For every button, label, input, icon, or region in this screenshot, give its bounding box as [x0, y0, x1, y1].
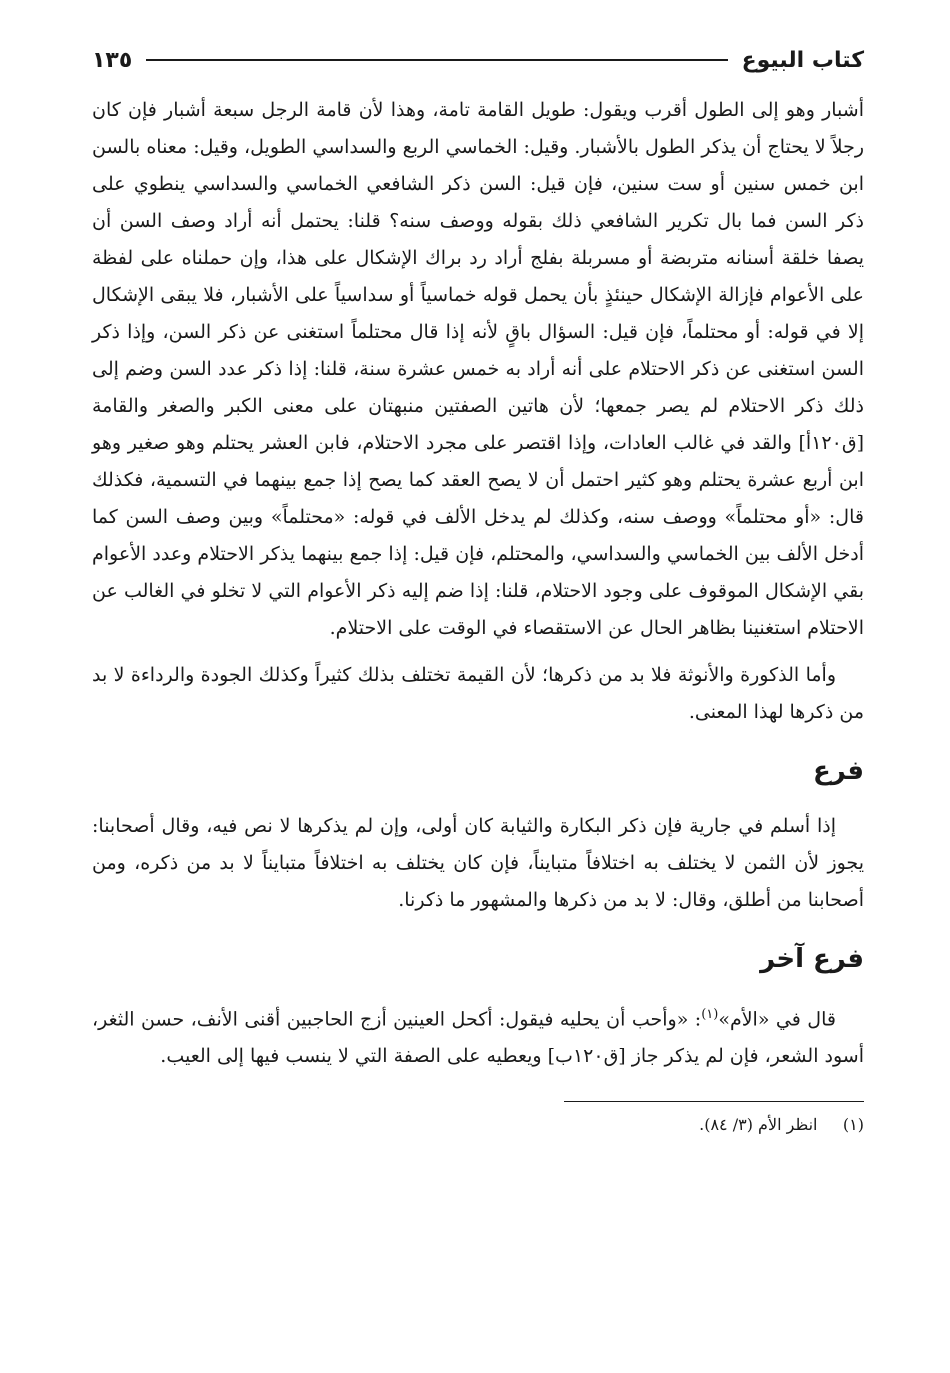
footnote-marker: (١)	[701, 1007, 719, 1022]
running-header	[92, 40, 864, 80]
paragraph-gender-quality: وأما الذكورة والأنوثة فلا بد من ذكرها؛ لأن القيمة تختلف بذلك كثيراً وكذلك الجودة والرداءة لا بد من ذكرها لهذا المعنى.	[92, 664, 864, 723]
footnote-text: انظر الأم (٣/ ٨٤).	[699, 1115, 818, 1135]
main-text	[92, 92, 864, 1075]
quote-body: : «وأحب أن يحليه فيقول: أكحل العينين أزج الحاجبين أقنى الأنف، حسن الثغر، أسود الشعر، فإن لم يذكر جاز [ق١٢٠ب] ويعطيه على الصفة التي لا ينسب فيها إلى العيب.	[92, 1008, 864, 1068]
section-heading-far-akhar: فرع آخر	[760, 944, 864, 974]
paragraph-description	[92, 996, 864, 1075]
footnote-rule	[564, 1101, 864, 1102]
header-rule	[146, 59, 727, 61]
book-title: كتاب البيوع	[741, 47, 864, 73]
paragraph-virginity: إذا أسلم في جارية فإن ذكر البكارة والثيابة كان أولى، وإن لم يذكرها لا نص فيه، وقال أصحابنا: يجوز لأن الثمن لا يختلف به اختلافاً متبايناً، فإن كان يختلف به اختلافاً متبايناً لا بد من ذكره، ومن أصحابنا من أطلق، وقال: لا بد من ذكرها والمشهور ما ذكرنا.	[92, 815, 864, 911]
footnote	[92, 1112, 864, 1138]
page-number: ١٣٥	[92, 47, 133, 73]
footnote-number: (١)	[842, 1115, 864, 1135]
paragraph-age-discussion: أشبار وهو إلى الطول أقرب ويقول: طويل القامة تامة، وهذا لأن قامة الرجل سبعة أشبار فإن كان رجلاً لا يحتاج أن يذكر الطول بالأشبار. وقيل: الخماسي الربع والسداسي الطويل، وقيل: معناه بالسن ابن خمس سنين أو ست سنين، فإن قيل: السن ذكر الشافعي الخماسي والسداسي ينطوي على ذكر السن فما بال تكرير الشافعي ذلك بقوله ووصف سنه؟ قلنا: يحتمل أنه أراد وصف السن أن يصفا خلقة أسنانه متربضة أو مسربلة بفلج أراد رد براك الإشكال على هذا، وإن حملناه على لفظة على الأعوام فإزالة الإشكال حينئذٍ بأن يحمل قوله خماسياً أو سداسياً على الأشبار، فلا يبقى الإشكال إلا في قوله: أو محتلماً، فإن قيل: السؤال باقٍ لأنه إذا قال محتلماً استغنى عن ذكر السن، وإذا ذكر السن استغنى عن ذكر الاحتلام على أنه أراد به خمس عشرة سنة، قلنا: إذا ذكر عدد السن وضم إلى ذلك ذكر الاحتلام لم يصر جمعها؛ لأن هاتين الصفتين منبهتان على معنى الكبر والصغر والقامة [ق١٢٠أ] والقد في غالب العادات، وإذا اقتصر على مجرد الاحتلام، فابن العشر يحتلم وهو صغير وهو ابن أربع عشرة يحتلم وهو كثير احتمل أن لا يصح العقد كما يصح إذا جمع بينهما في التسمية، فكذلك قال: «أو محتلماً» ووصف سنه، وكذلك لم يدخل الألف في قوله: «محتلماً» وبين وصف السن كما أدخل الألف بين الخماسي والسداسي، والمحتلم، فإن قيل: إذا جمع بينهما يذكر الاحتلام وعدد الأعوام بقي الإشكال الموقوف على وجود الاحتلام، قلنا: إذا ضم إليه ذكر الأعوام التي لا تخلو في الغالب عن الاحتلام استغنينا بظاهر الحال عن الاستقصاء في الوقت على الاحتلام.	[92, 99, 864, 639]
quote-intro: قال في «الأم»	[718, 1008, 836, 1031]
book-page	[92, 40, 864, 1340]
section-heading-far: فرع	[813, 756, 864, 786]
